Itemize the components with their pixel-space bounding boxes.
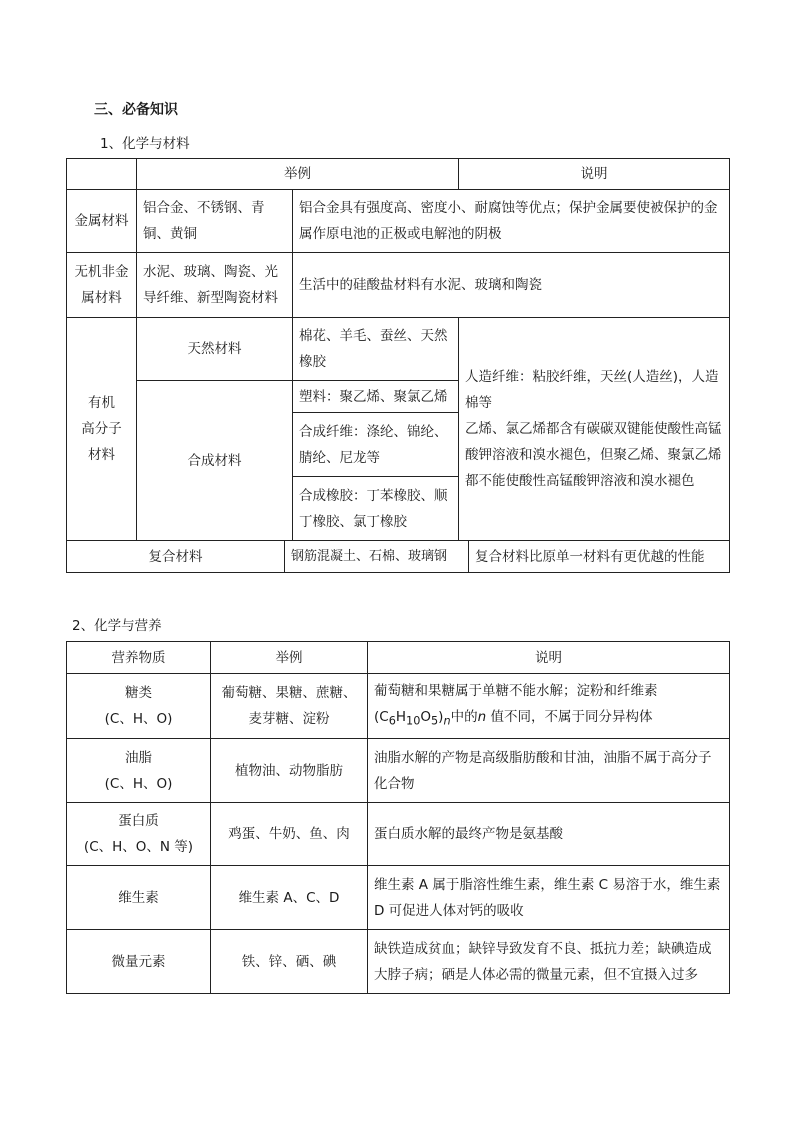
desc-inorganic: 生活中的硅酸盐材料有水泥、玻璃和陶瓷 — [293, 253, 730, 318]
example-fiber: 合成纤维：涤纶、锦纶、腈纶、尼龙等 — [293, 413, 459, 477]
category-composite: 复合材料 — [67, 541, 285, 573]
materials-table — [66, 158, 730, 573]
organic-synthetic: 合成材料 — [137, 381, 293, 541]
example-trace: 铁、锌、硒、碘 — [211, 930, 368, 994]
nutrition-title: 2、化学与营养 — [72, 618, 162, 634]
header-example: 举例 — [137, 159, 459, 190]
nutrient-vitamin: 维生素 — [67, 866, 211, 930]
header-desc: 说明 — [368, 642, 730, 674]
header-example: 举例 — [211, 642, 368, 674]
table-header-row — [67, 642, 730, 674]
desc-organic — [459, 318, 730, 541]
table-row — [67, 190, 730, 253]
example-sugar: 葡萄糖、果糖、蔗糖、麦芽糖、淀粉 — [211, 674, 368, 739]
example-composite: 钢筋混凝土、石棉、玻璃钢 — [285, 541, 469, 573]
table-row — [67, 253, 730, 318]
desc-organic-1: 人造纤维：粘胶纤维，天丝(人造丝)，人造棉等 — [465, 369, 719, 411]
nutrient-protein: 蛋白质 (C、H、O、N 等) — [67, 803, 211, 866]
category-organic: 有机 高分子 材料 — [67, 318, 137, 541]
nutrient-fat: 油脂 (C、H、O) — [67, 739, 211, 803]
example-natural: 棉花、羊毛、蚕丝、天然橡胶 — [293, 318, 459, 381]
example-vitamin: 维生素 A、C、D — [211, 866, 368, 930]
desc-trace: 缺铁造成贫血；缺锌导致发育不良、抵抗力差；缺碘造成大脖子病；硒是人体必需的微量元素，但不宜摄入过多 — [368, 930, 730, 994]
desc-sugar: 葡萄糖和果糖属于单糖不能水解；淀粉和纤维素 $(C_6H_{10}O_5)_n$中的n 值不同，不属于同分异构体 — [368, 674, 730, 739]
table-row — [67, 930, 730, 994]
table-row — [67, 541, 730, 573]
table-row — [67, 739, 730, 803]
table-row — [67, 318, 730, 381]
table-row — [67, 866, 730, 930]
example-protein: 鸡蛋、牛奶、鱼、肉 — [211, 803, 368, 866]
desc-composite: 复合材料比原单一材料有更优越的性能 — [469, 541, 730, 573]
table-row — [67, 674, 730, 739]
example-metal: 铝合金、不锈钢、青铜、黄铜 — [137, 190, 293, 253]
header-desc: 说明 — [459, 159, 730, 190]
desc-protein: 蛋白质水解的最终产物是氨基酸 — [368, 803, 730, 866]
category-inorganic: 无机非金属材料 — [67, 253, 137, 318]
desc-vitamin: 维生素 A 属于脂溶性维生素，维生素 C 易溶于水，维生素 D 可促进人体对钙的吸收 — [368, 866, 730, 930]
organic-natural: 天然材料 — [137, 318, 293, 381]
category-metal: 金属材料 — [67, 190, 137, 253]
table-row — [67, 803, 730, 866]
table-header-row — [67, 159, 730, 190]
example-inorganic: 水泥、玻璃、陶瓷、光导纤维、新型陶瓷材料 — [137, 253, 293, 318]
materials-title: 1、化学与材料 — [100, 136, 190, 152]
nutrient-sugar: 糖类 (C、H、O) — [67, 674, 211, 739]
nutrient-trace: 微量元素 — [67, 930, 211, 994]
desc-metal: 铝合金具有强度高、密度小、耐腐蚀等优点；保护金属要使被保护的金属作原电池的正极或电解池的阴极 — [293, 190, 730, 253]
section-title: 三、必备知识 — [94, 102, 178, 118]
example-plastic: 塑料：聚乙烯、聚氯乙烯 — [293, 381, 459, 413]
desc-organic-2: 乙烯、氯乙烯都含有碳碳双键能使酸性高锰酸钾溶液和溴水褪色，但聚乙烯、聚氯乙烯都不能使酸性高锰酸钾溶液和溴水褪色 — [465, 421, 722, 489]
example-fat: 植物油、动物脂肪 — [211, 739, 368, 803]
desc-fat: 油脂水解的产物是高级脂肪酸和甘油，油脂不属于高分子化合物 — [368, 739, 730, 803]
example-rubber: 合成橡胶：丁苯橡胶、顺丁橡胶、氯丁橡胶 — [293, 477, 459, 541]
header-substance: 营养物质 — [67, 642, 211, 674]
nutrition-table — [66, 641, 730, 994]
